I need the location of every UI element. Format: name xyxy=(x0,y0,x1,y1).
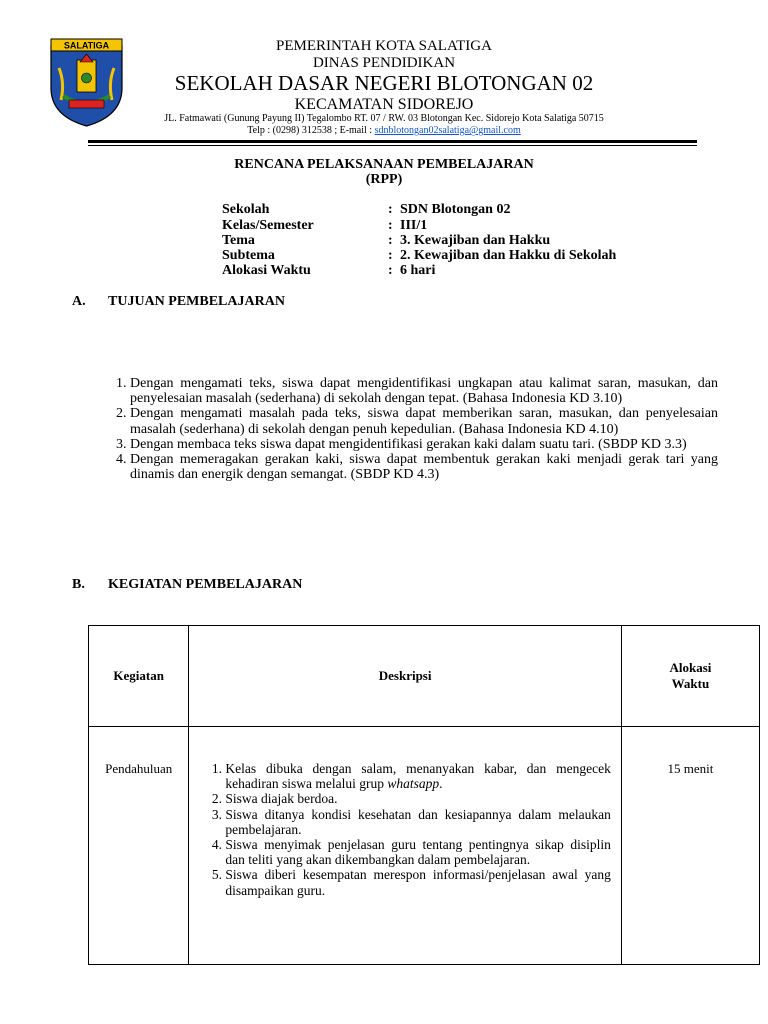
info-label-subtema: Subtema xyxy=(222,248,275,263)
steps-list xyxy=(189,761,610,898)
step-item xyxy=(225,807,610,837)
section-a-title: TUJUAN PEMBELAJARAN xyxy=(108,294,285,309)
info-value-subtema: 2. Kewajiban dan Hakku di Sekolah xyxy=(400,248,617,263)
info-colon: : xyxy=(388,248,393,263)
header-deskripsi: Deskripsi xyxy=(189,626,621,727)
step-item xyxy=(225,837,610,867)
section-a-letter: A. xyxy=(72,294,86,309)
info-label-kelas: Kelas/Semester xyxy=(222,218,314,233)
table-header-row xyxy=(89,626,760,727)
activity-table xyxy=(88,625,760,965)
header-alokasi-line2: Waktu xyxy=(671,676,710,691)
table-row xyxy=(89,727,760,965)
step-emphasis: whatsapp xyxy=(387,776,440,792)
goal-item: 3. Dengan membaca teks siswa dapat mengidentifikasi gerakan kaki dalam suatu tari. (SBDP KD 3.3) xyxy=(130,437,718,452)
goal-item: 1. Dengan mengamati teks, siswa dapat mengidentifikasi ungkapan atau kalimat saran, masukan, dan penyelesaian masalah (sederhana) di sekolah dengan tepat. (Bahasa Indonesia KD 3.10) xyxy=(130,376,718,406)
contact-line xyxy=(0,125,768,136)
step-item xyxy=(225,867,610,897)
info-value-alokasi: 6 hari xyxy=(400,263,436,278)
goal-item: 2. Dengan mengamati masalah pada teks, siswa dapat memberikan saran, masukan, dan penyelesaian masalah (sederhana) di sekolah dengan penuh kepedulian. (Bahasa Indonesia KD 4.10) xyxy=(130,406,718,436)
goal-item: 4. Dengan memeragakan gerakan kaki, siswa dapat membentuk gerakan kaki menjadi gerak tari yang dinamis dan energik dengan semangat. (SBDP KD 4.3) xyxy=(130,452,718,482)
logo-label: SALATIGA xyxy=(63,40,110,51)
info-label-sekolah: Sekolah xyxy=(222,202,270,217)
info-label-alokasi: Alokasi Waktu xyxy=(222,263,311,278)
step-item xyxy=(225,761,610,791)
address-line: JL. Fatmawati (Gunung Payung II) Tegalombo RT. 07 / RW. 03 Blotongan Kec. Sidorejo Kota Salatiga 50715 xyxy=(164,113,604,124)
header-alokasi xyxy=(621,626,759,727)
header-alokasi-line1: Alokasi xyxy=(669,660,712,675)
header-rule-thin xyxy=(88,145,697,146)
info-label-tema: Tema xyxy=(222,233,255,248)
header-kegiatan: Kegiatan xyxy=(89,626,189,727)
info-value-tema: 3. Kewajiban dan Hakku xyxy=(400,233,551,248)
email-link[interactable]: sdnblotongan02salatiga@gmail.com xyxy=(374,125,521,136)
doc-subtitle: (RPP) xyxy=(365,172,403,187)
gov-line: PEMERINTAH KOTA SALATIGA xyxy=(276,38,492,54)
step-text: Siswa menyimak penjelasan guru tentang pentingnya sikap disiplin dan teliti yang akan dikembangkan dalam pembelajaran. xyxy=(225,837,611,868)
step-item xyxy=(225,791,610,806)
step-text: Siswa ditanya kondisi kesehatan dan kesiapannya dalam melaukan pembelajaran. xyxy=(225,806,611,837)
info-value-sekolah: SDN Blotongan 02 xyxy=(400,202,511,217)
step-text: Kelas dibuka dengan salam, menanyakan kabar, dan mengecek kehadiran siswa melalui grup xyxy=(225,761,611,792)
step-text: Siswa diberi kesempatan merespon informasi/penjelasan awal yang disampaikan guru. xyxy=(225,867,611,898)
info-value-kelas: III/1 xyxy=(400,218,428,233)
cell-kegiatan: Pendahuluan xyxy=(89,727,189,965)
cell-deskripsi xyxy=(189,727,621,965)
goals-list xyxy=(108,376,718,482)
school-name: SEKOLAH DASAR NEGERI BLOTONGAN 02 xyxy=(174,71,594,95)
dept-line: DINAS PENDIDIKAN xyxy=(312,55,456,71)
info-colon: : xyxy=(388,202,393,217)
doc-title: RENCANA PELAKSANAAN PEMBELAJARAN xyxy=(234,157,534,172)
contact-prefix: Telp : (0298) 312538 ; E-mail : xyxy=(247,125,375,136)
district-name: KECAMATAN SIDOREJO xyxy=(294,96,474,113)
info-colon: : xyxy=(388,218,393,233)
section-b-letter: B. xyxy=(72,577,85,592)
section-b-title: KEGIATAN PEMBELAJARAN xyxy=(108,577,303,592)
info-colon: : xyxy=(388,233,393,248)
step-text: Siswa diajak berdoa. xyxy=(225,791,338,807)
info-colon: : xyxy=(388,263,393,278)
cell-waktu: 15 menit xyxy=(621,727,759,965)
step-tail: . xyxy=(439,776,443,792)
header-rule-thick xyxy=(88,140,697,143)
